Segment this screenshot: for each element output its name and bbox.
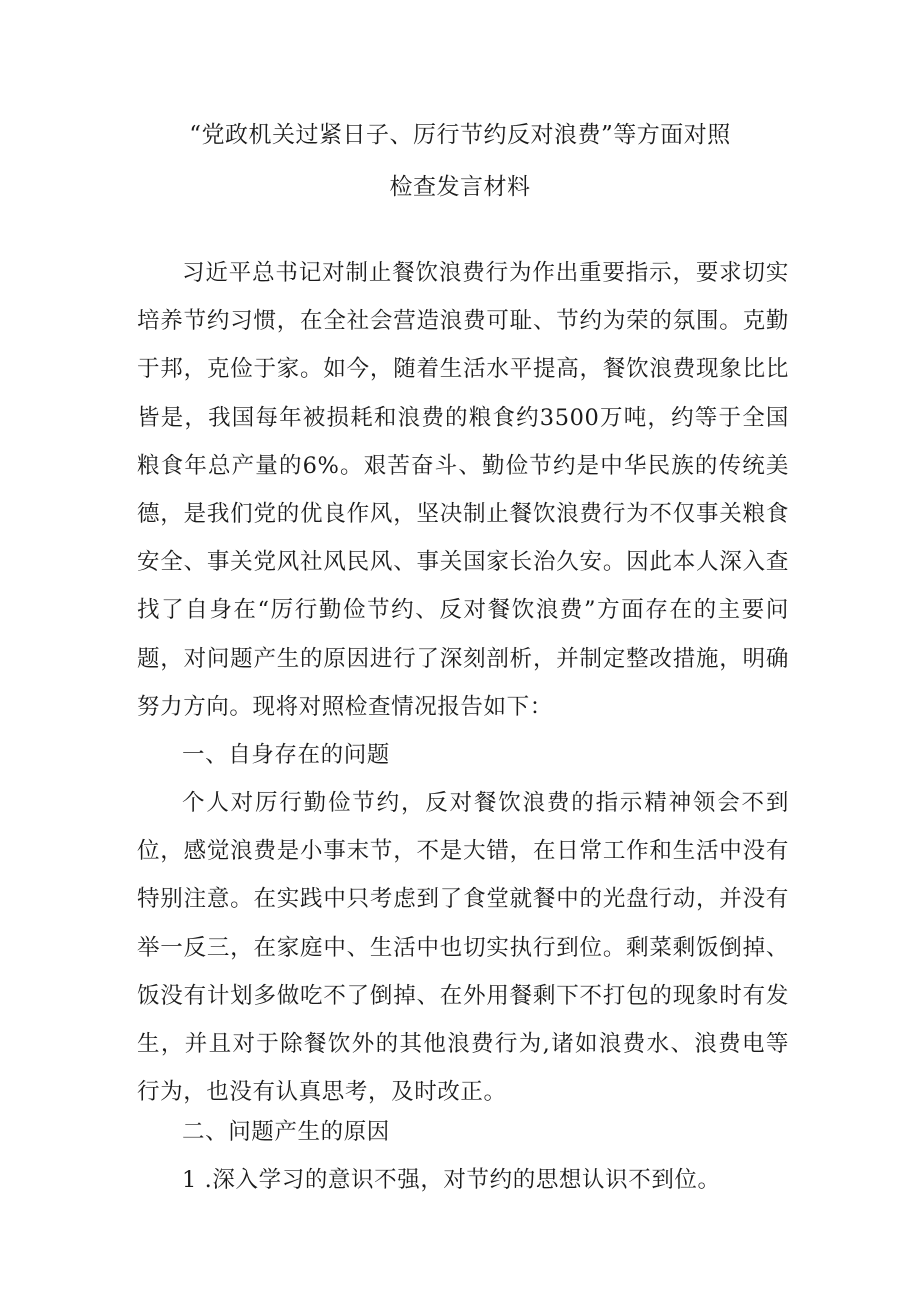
section-heading-problems: 一、自身存在的问题 [182, 742, 390, 768]
document-title-line2: 检查发言材料 [389, 174, 531, 200]
section-heading-causes: 二、问题产生的原因 [182, 1119, 390, 1145]
intro-paragraph: 习近平总书记对制止餐饮浪费行为作出重要指示，要求切实培养节约习惯，在全社会营造浪费可耻、节约为荣的氛围。克勤于邦，克俭于家。如今，随着生活水平提高，餐饮浪费现象比比皆是，我国每年被损耗和浪费的粮食约3500万吨，约等于全国粮食年总产量的6%。艰苦奋斗、勤俭节约是中华民族的传统美德，是我们党的优良作风，坚决制止餐饮浪费行为不仅事关粮食安全、事关党风社风民风、事关国家长治久安。因此本人深入查找了自身在“厉行勤俭节约、反对餐饮浪费”方面存在的主要问题，对问题产生的原因进行了深刻剖析，并制定整改措施，明确努力方向。现将对照检查情况报告如下： [137, 260, 789, 720]
causes-item-1: 1 .深入学习的意识不强，对节约的思想认识不到位。 [182, 1167, 721, 1193]
problems-paragraph: 个人对厉行勤俭节约，反对餐饮浪费的指示精神领会不到位，感觉浪费是小事末节，不是大错，在日常工作和生活中没有特别注意。在实践中只考虑到了食堂就餐中的光盘行动，并没有举一反三，在家庭中、生活中也切实执行到位。剩菜剩饭倒掉、饭没有计划多做吃不了倒掉、在外用餐剩下不打包的现象时有发生，并且对于除餐饮外的其他浪费行为,诸如浪费水、浪费电等行为，也没有认真思考，及时改正。 [137, 790, 789, 1106]
document-title-line1: “党政机关过紧日子、厉行节约反对浪费”等方面对照 [189, 122, 731, 148]
